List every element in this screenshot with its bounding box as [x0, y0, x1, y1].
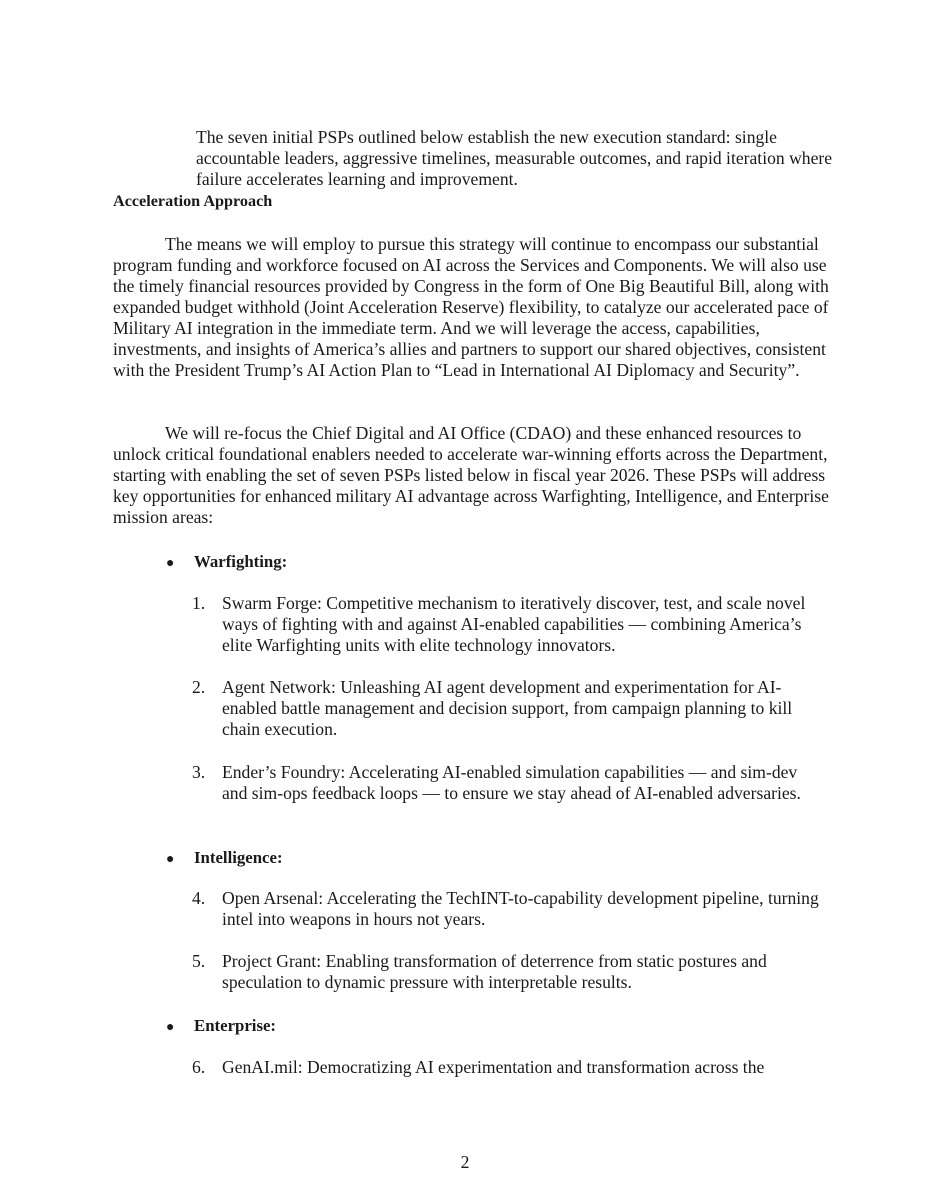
list-item-number: 6. — [192, 1057, 206, 1077]
list-item-text: Open Arsenal: Accelerating the TechINT-to-capability development pipeline, turning intel into weapons in hours not years. — [222, 888, 819, 929]
list-item-number: 2. — [192, 677, 206, 697]
paragraph-means: The means we will employ to pursue this strategy will continue to encompass our substantial program funding and workforce focused on AI across the Services and Components. We will also use the timely financial resources provided by Congress in the form of One Big Beautiful Bill, along with expanded budget withhold (Joint Acceleration Reserve) flexibility, to catalyze our accelerated pace of Military AI integration in the immediate term. And we will leverage the access, capabilities, investments, and insights of America’s allies and partners to support our shared objectives, consistent with the President Trump’s AI Action Plan to “Lead in International AI Diplomacy and Security”. — [113, 234, 829, 380]
list-item-text: GenAI.mil: Democratizing AI experimentation and transformation across the — [222, 1057, 765, 1077]
bullet-warfighting — [166, 551, 287, 574]
bullet-dot-icon: ● — [166, 556, 175, 571]
bullet-enterprise-label: Enterprise: — [194, 1016, 277, 1035]
list-item-text: Ender’s Foundry: Accelerating AI-enabled simulation capabilities — and sim-dev and sim-ops feedback loops — to ensure we stay ahead of AI-enabled adversaries. — [222, 762, 801, 803]
list-item-number: 1. — [192, 593, 206, 613]
list-item-text: Swarm Forge: Competitive mechanism to iteratively discover, test, and scale novel ways of fighting with and against AI-enabled capabilities — combining America’s elite Warfighting units with elite technology innovators. — [222, 593, 806, 655]
list-item-text: Project Grant: Enabling transformation of deterrence from static postures and speculation to dynamic pressure with interpretable results. — [222, 951, 767, 992]
list-item-number: 3. — [192, 762, 206, 782]
list-item-number: 4. — [192, 888, 206, 908]
intro-paragraph: The seven initial PSPs outlined below establish the new execution standard: single accountable leaders, aggressive timelines, measurable outcomes, and rapid iteration where failure accelerates learning and improvement. — [196, 126, 833, 189]
bullet-enterprise — [166, 1015, 276, 1038]
section-heading: Acceleration Approach — [113, 192, 273, 210]
bullet-intelligence — [166, 847, 283, 870]
list-item-text: Agent Network: Unleashing AI agent development and experimentation for AI-enabled battle management and decision support, from campaign planning to kill chain execution. — [222, 677, 793, 739]
bullet-dot-icon: ● — [166, 852, 175, 867]
bullet-intelligence-label: Intelligence: — [194, 848, 283, 867]
page-number: 2 — [460, 1152, 470, 1172]
bullet-warfighting-label: Warfighting: — [194, 552, 288, 571]
list-item-number: 5. — [192, 951, 206, 971]
paragraph-cdao: We will re-focus the Chief Digital and AI Office (CDAO) and these enhanced resources to unlock critical foundational enablers needed to accelerate war-winning efforts across the Department, starting with enabling the set of seven PSPs listed below in fiscal year 2026. These PSPs will address key opportunities for enhanced military AI advantage across Warfighting, Intelligence, and Enterprise mission areas: — [113, 423, 829, 527]
bullet-dot-icon: ● — [166, 1020, 175, 1035]
